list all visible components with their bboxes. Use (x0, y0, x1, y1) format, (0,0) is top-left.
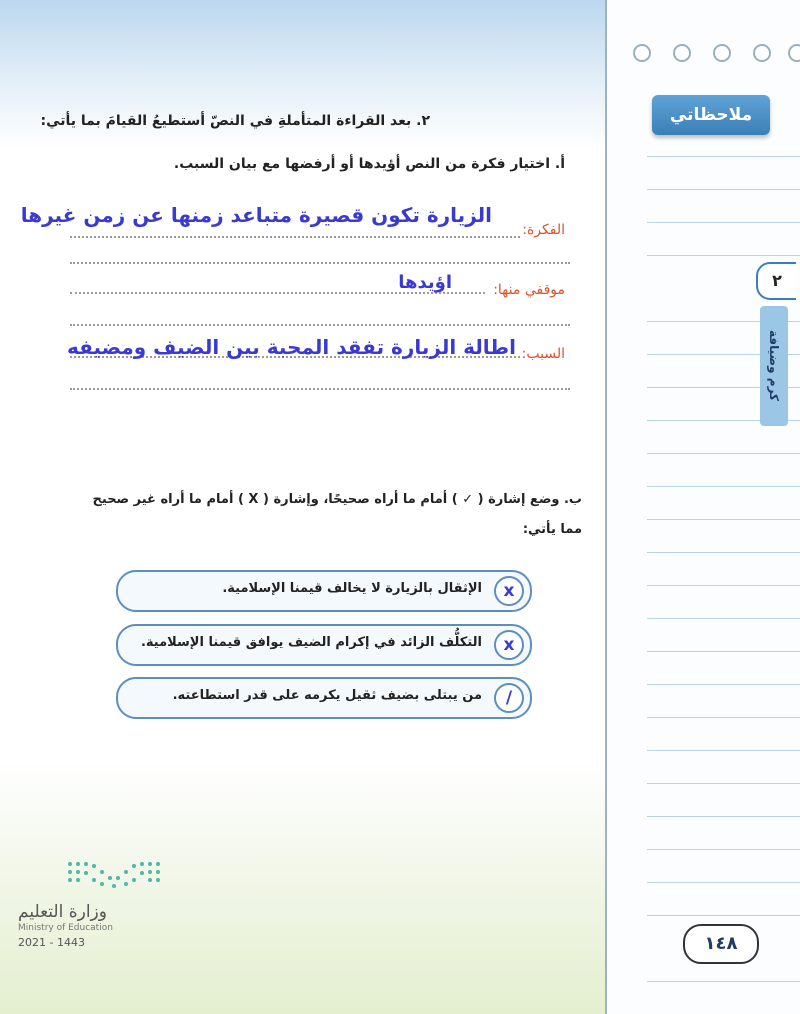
x-mark-icon[interactable]: x (494, 576, 524, 606)
answer-line (70, 388, 570, 390)
position-answer: اؤيدها (398, 272, 452, 293)
ministry-logo-icon (66, 858, 162, 890)
question-heading: ٢. بعد القراءة المتأملةِ في النصّ أستطيعُ القيامَ بما يأتي: (40, 113, 430, 129)
check-mark-icon[interactable]: / (494, 683, 524, 713)
binder-hole-icon (753, 44, 771, 62)
position-label: موقفي منها: (493, 282, 565, 298)
part-a-instruction: أ. اختيار فكرة من النص أؤيدها أو أرفضها مع بيان السبب. (173, 156, 565, 172)
statement-row (116, 624, 532, 666)
part-b-instruction: ب. وضع إشارة ( ✓ ) أمام ما أراه صحيحًا، وإشارة ( X ) أمام ما أراه غير صحيح (92, 492, 582, 507)
notes-panel (605, 0, 800, 1014)
notes-tab-title: ملاحظاتي (652, 95, 770, 135)
reason-label: السبب: (521, 346, 565, 362)
answer-line (70, 236, 520, 238)
statement-text: التكلُّف الزائد في إكرام الضيف يوافق قيمنا الإسلامية. (140, 635, 482, 650)
answer-line (70, 262, 570, 264)
statement-text: الإثقال بالزيارة لا يخالف قيمنا الإسلامية. (222, 581, 482, 596)
idea-answer: الزيارة تكون قصيرة متباعد زمنها عن زمن غيرها (20, 203, 492, 227)
part-b-instruction-cont: مما يأتي: (522, 522, 582, 537)
ministry-name-en: Ministry of Education (18, 923, 113, 933)
unit-number: ٢ (756, 262, 796, 300)
binder-hole-icon (713, 44, 731, 62)
statement-row (116, 570, 532, 612)
idea-label: الفكرة: (522, 222, 565, 238)
ministry-name-ar: وزارة التعليم (18, 902, 107, 922)
reason-answer: اطالة الزيارة تفقد المحبة بين الضيف ومضيفه (66, 335, 516, 359)
page-number: ١٤٨ (683, 924, 759, 964)
answer-line (70, 324, 570, 326)
years-label: 2021 - 1443 (18, 936, 85, 949)
binder-hole-icon (788, 44, 800, 62)
unit-label: كرم وضيافة (760, 306, 788, 426)
statement-text: من يبتلى بضيف ثقيل يكرمه على قدر استطاعته. (172, 688, 482, 703)
binder-hole-icon (673, 44, 691, 62)
binder-hole-icon (633, 44, 651, 62)
statement-row (116, 677, 532, 719)
x-mark-icon[interactable]: x (494, 630, 524, 660)
